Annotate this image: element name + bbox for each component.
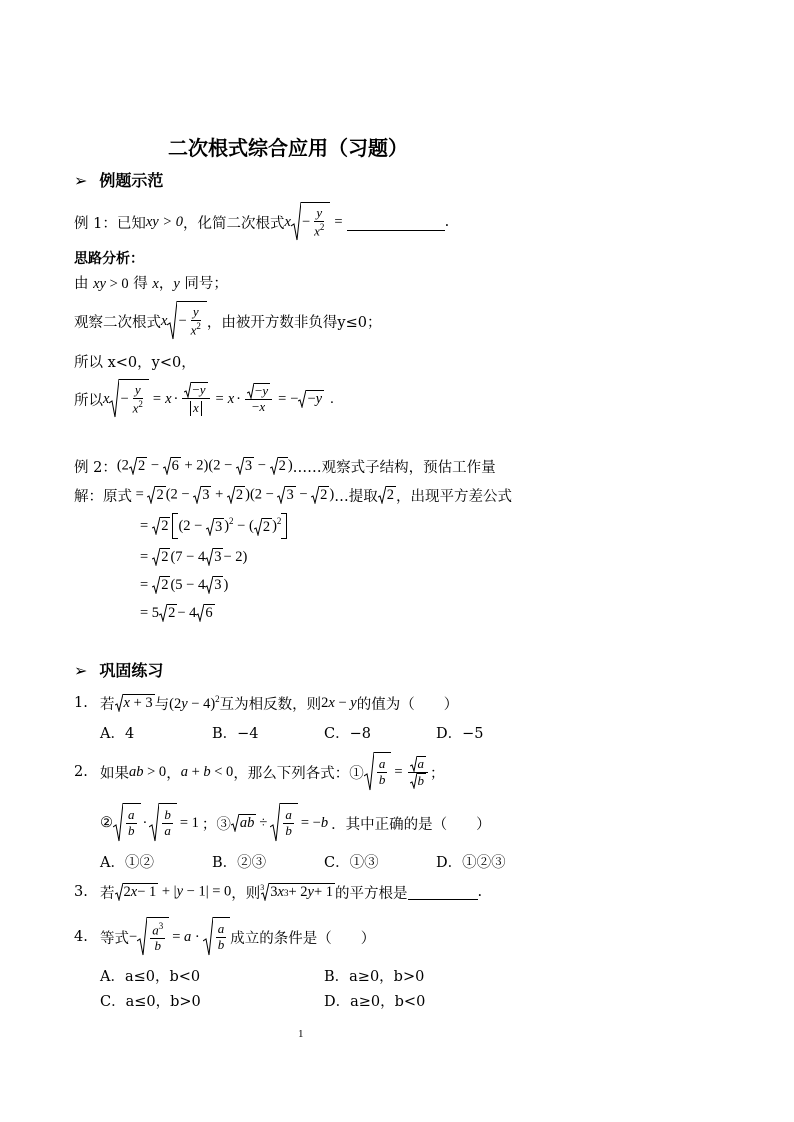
example-label: 例 1：	[74, 215, 117, 232]
arrow-bullet-icon: ➢	[74, 661, 88, 680]
ex1-condition: xy > 0	[145, 213, 183, 230]
ex2-solution-line-2: = 2 (2 − 3 )$^2$ − ( 2 )$^2$	[140, 512, 287, 540]
example-2	[74, 455, 496, 477]
section-heading-text: 巩固练习	[99, 661, 164, 680]
solution-note: …提取	[334, 488, 378, 505]
section-heading-examples	[74, 168, 163, 191]
question-number: 1.	[74, 695, 88, 711]
analysis-line-3: 所以 x<0，y<0，	[74, 355, 196, 371]
example-1	[74, 202, 449, 242]
analysis-line-2	[74, 300, 381, 342]
q4-option-b[interactable]: B．a≥0，b>0	[324, 969, 425, 985]
ex2-solution-line-3: = 2 (7 − 4 3 − 2)	[140, 548, 248, 565]
section-heading-text: 例题示范	[99, 171, 164, 190]
q1-text: 的值为（ ）	[356, 696, 459, 713]
q2-text: ；③	[201, 816, 231, 833]
question-2: 2. 如果 ab > 0 ， a + b < 0 ，那么下列各式：① $\frac{a}{b}$ = $\frac{a}{b}$ ；	[74, 752, 445, 792]
ex1-text: ，化简二次根式	[183, 215, 285, 232]
q4-option-d[interactable]: D．a≥0，b<0	[324, 994, 426, 1010]
ex2-note: ……观察式子结构，预估工作量	[292, 459, 496, 476]
q3-text: 若	[100, 885, 115, 902]
q2-option-b[interactable]: B．②③	[212, 855, 267, 871]
analysis-cond: xy	[93, 276, 106, 292]
ex2-solution-line-1: 解：原式 = 2 (2 − 3 + 2 )(2 − 3 − 2 ) …提取 2 ，出现平方差公式	[74, 486, 513, 505]
q1-text: 与	[154, 696, 170, 713]
analysis-line-4: 所以 x − $\frac{y}{x^2}$ = x · − y x = x · − y −x = − − y .	[74, 378, 334, 420]
analysis-text: ，由被开方数非负得	[206, 314, 338, 331]
analysis-line-1: 由 xy > 0 得 x，y 同号；	[74, 276, 228, 292]
q2-text: ；	[430, 765, 445, 782]
q2-text: 如果	[100, 765, 129, 782]
q4-text: 等式	[100, 930, 129, 947]
analysis-text: 观察二次根式	[74, 314, 161, 331]
ex2-expression: (2 2 − 6 + 2)(2 − 3 − 2 )	[116, 457, 293, 474]
analysis-text: 所以	[74, 392, 103, 409]
analysis-text: y≤0；	[337, 314, 382, 331]
radical-sign: − $\frac{y}{x^2}$	[109, 379, 148, 419]
page-title: 二次根式综合应用（习题）	[168, 136, 408, 160]
arrow-bullet-icon: ➢	[74, 171, 88, 190]
ex2-solution-line-5: = 5 2 − 4 6	[140, 604, 213, 621]
q2-option-a[interactable]: A．①②	[100, 855, 154, 871]
q4-option-c[interactable]: C．a≤0，b>0	[100, 994, 201, 1010]
q4-text: 成立的条件是（ ）	[230, 930, 376, 947]
analysis-text: 同号；	[184, 276, 228, 292]
q1-text: 若	[100, 696, 115, 713]
question-3: 3. 若 2 x − 1 + |y − 1| = 0 ，则 $^3$ 3 x 3 + 2 y + 1 的平方根是 .	[74, 882, 483, 902]
ex1-tail: .	[444, 214, 450, 230]
q3-text: ，则	[231, 885, 261, 902]
radical-sign: − $\frac{y}{x^2}$	[291, 202, 330, 242]
ex1-text: 已知	[116, 215, 146, 232]
question-1: 1. 若 x + 3 与 $(2y - 4)^2$ 互为相反数，则 2x − y 的值为（ ）	[74, 693, 459, 713]
q1-text: 互为相反数，则	[219, 696, 322, 713]
q4-option-a[interactable]: A．a≤0，b<0	[100, 969, 201, 985]
question-2-line-2: ② $\frac{a}{b}$ · $\frac{b}{a}$ = 1 ；③ ab ÷ $\frac{a}{b}$ = −b ．其中正确的是（ ）	[100, 802, 491, 844]
answer-blank[interactable]	[408, 899, 478, 900]
analysis-label: 思路分析：	[74, 251, 144, 267]
question-number: 2.	[74, 764, 88, 780]
section-heading-practice	[74, 658, 163, 681]
analysis-expression: x − $\frac{y}{x^2}$	[161, 301, 207, 341]
solution-note: ，出现平方差公式	[396, 488, 513, 505]
q1-option-b[interactable]: B．−4	[212, 726, 259, 742]
solution-label: 解：原式	[74, 488, 132, 505]
analysis-text: 得	[133, 276, 148, 292]
ex1-expression: x − $\frac{y}{x^2}$ =	[285, 202, 347, 242]
q2-text: ②	[100, 815, 113, 831]
q3-tail: .	[477, 884, 483, 900]
q1-option-c[interactable]: C．−8	[324, 726, 371, 742]
q2-option-d[interactable]: D．①②③	[436, 855, 506, 871]
q3-text: 的平方根是	[335, 885, 408, 902]
q1-option-a[interactable]: A．4	[100, 726, 135, 742]
ex2-solution-line-4: = 2 (5 − 4 3 )	[140, 576, 229, 593]
q2-option-c[interactable]: C．①③	[324, 855, 379, 871]
analysis-text: 由	[74, 276, 89, 292]
question-4: 4. 等式 − $\frac{a^3}{b}$ = a · $\frac{a}{b}$ 成立的条件是（ ）	[74, 916, 375, 958]
q2-text: ．其中正确的是（ ）	[331, 816, 491, 833]
example-label: 例 2：	[74, 459, 117, 476]
radical-sign: − $\frac{y}{x^2}$	[167, 301, 206, 341]
q1-option-d[interactable]: D．−5	[436, 726, 484, 742]
q2-text: ，那么下列各式：①	[233, 765, 364, 782]
question-number: 4.	[74, 929, 88, 945]
answer-blank[interactable]	[347, 230, 445, 231]
question-number: 3.	[74, 884, 88, 900]
q2-text: ，	[166, 765, 181, 782]
page-number: 1	[298, 1028, 304, 1040]
